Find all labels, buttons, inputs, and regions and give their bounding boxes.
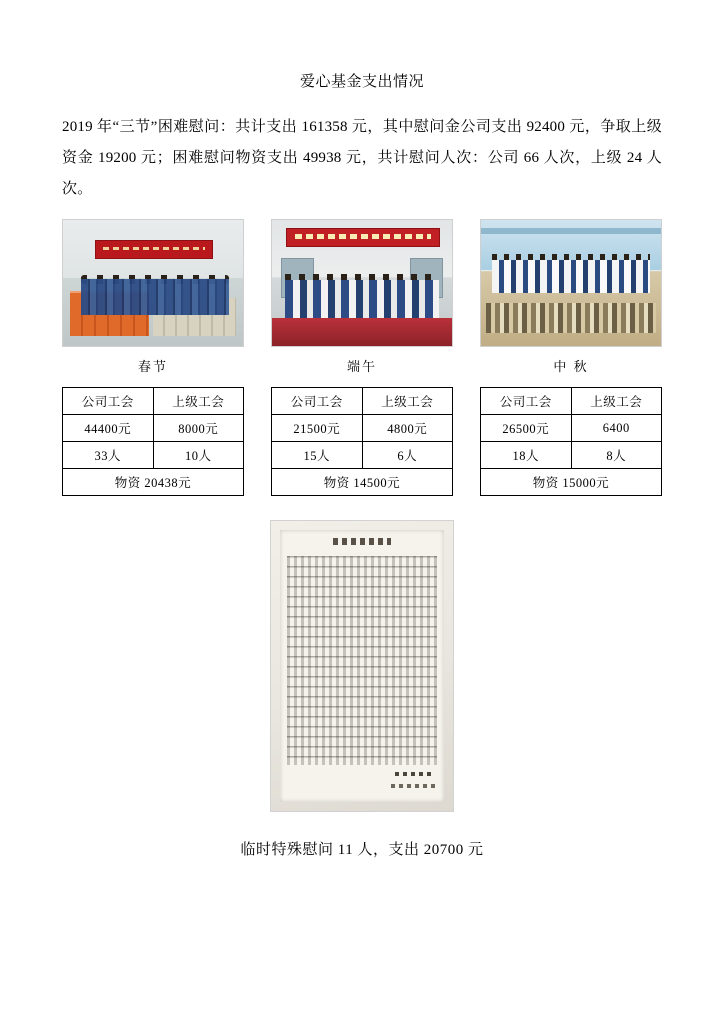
photo-cell-mid-autumn <box>480 219 662 375</box>
photo-caption-dragon-boat: 端午 <box>346 359 377 374</box>
table-row <box>481 415 662 442</box>
table-footer-cell: 物资 15000元 <box>481 469 662 496</box>
tables-row <box>62 387 662 496</box>
table-cell: 6人 <box>362 442 453 469</box>
table-cell: 6400 <box>571 415 662 442</box>
table-header-cell: 公司工会 <box>481 388 572 415</box>
table-wrap-dragon-boat <box>271 387 453 496</box>
table-cell: 26500元 <box>481 415 572 442</box>
table-cell: 4800元 <box>362 415 453 442</box>
mid-autumn-photo <box>480 219 662 347</box>
table-row <box>481 442 662 469</box>
footer-note: 临时特殊慰问 11 人，支出 20700 元 <box>240 842 484 858</box>
table-row <box>272 442 453 469</box>
table-header-cell: 上级工会 <box>362 388 453 415</box>
table-header-cell: 公司工会 <box>272 388 363 415</box>
table-cell: 44400元 <box>63 415 154 442</box>
table-row <box>272 415 453 442</box>
spring-festival-table <box>62 387 244 496</box>
table-footer-cell: 物资 14500元 <box>272 469 453 496</box>
table-row <box>63 415 244 442</box>
summary-paragraph: 2019 年“三节”困难慰问：共计支出 161358 元，其中慰问金公司支出 92400 元，争取上级资金 19200 元；困难慰问物资支出 49938 元，共计慰问人次：公司 66 人次，上级 24 人次。 <box>62 119 662 197</box>
table-header-cell: 公司工会 <box>63 388 154 415</box>
table-cell: 10人 <box>153 442 244 469</box>
table-footer-cell: 物资 20438元 <box>63 469 244 496</box>
table-wrap-spring <box>62 387 244 496</box>
dragon-boat-table <box>271 387 453 496</box>
photo-row <box>62 219 662 375</box>
photo-cell-spring <box>62 219 244 375</box>
page-title: 爱心基金支出情况 <box>299 74 424 90</box>
table-row <box>272 469 453 496</box>
table-row <box>63 469 244 496</box>
table-cell: 15人 <box>272 442 363 469</box>
dragon-boat-photo <box>271 219 453 347</box>
table-cell: 33人 <box>63 442 154 469</box>
table-cell: 21500元 <box>272 415 363 442</box>
mid-autumn-table <box>480 387 662 496</box>
spring-festival-photo <box>62 219 244 347</box>
photo-cell-dragon-boat <box>271 219 453 375</box>
table-row <box>272 388 453 415</box>
table-cell: 18人 <box>481 442 572 469</box>
table-header-cell: 上级工会 <box>153 388 244 415</box>
table-row <box>63 442 244 469</box>
thank-you-letter-photo <box>270 520 454 812</box>
table-row <box>481 469 662 496</box>
photo-caption-spring: 春节 <box>137 359 168 374</box>
letter-photo-wrap <box>62 520 662 812</box>
table-cell: 8人 <box>571 442 662 469</box>
table-cell: 8000元 <box>153 415 244 442</box>
table-row <box>63 388 244 415</box>
table-header-cell: 上级工会 <box>571 388 662 415</box>
table-row <box>481 388 662 415</box>
table-wrap-mid-autumn <box>480 387 662 496</box>
photo-caption-mid-autumn: 中 秋 <box>553 359 589 374</box>
